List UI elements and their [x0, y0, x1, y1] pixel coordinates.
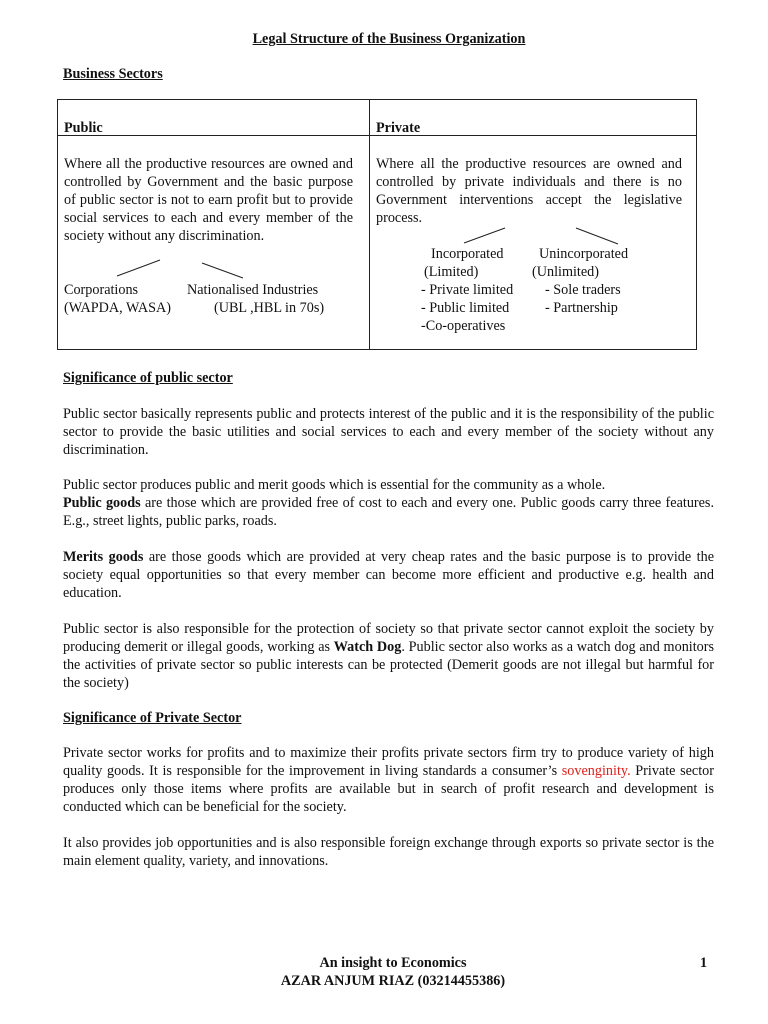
page-title: Legal Structure of the Business Organization — [252, 31, 526, 47]
merit-goods-term: Merits goods — [63, 549, 144, 565]
merit-goods-paragraph — [63, 548, 714, 602]
sectors-table — [57, 99, 697, 350]
sovereignty-word-red: sovenginity. — [561, 763, 631, 779]
significance-public-heading: Significance of public sector — [63, 370, 233, 386]
business-sectors-heading: Business Sectors — [63, 66, 163, 82]
private-paragraph-1 — [63, 744, 714, 816]
private-paragraph-2: It also provides job opportunities and is also responsible foreign exchange through exports so private sector is the main element quality, variety, and innovations. — [63, 835, 714, 869]
private-header-cell — [370, 100, 697, 136]
public-goods-paragraph — [63, 494, 714, 530]
corporations-examples: (WAPDA, WASA) — [64, 300, 171, 316]
private-description: Where all the productive resources are owned and controlled by private individuals and there is no Government interventions accept the legislative process. — [376, 156, 682, 226]
footer-book-title: An insight to Economics — [319, 955, 467, 971]
private-paragraph-1-a: Private sector works for profits and to maximize their profits private sectors firm try to produce variety of high quality goods. It is responsible for the improvement in living standards a consumer’s — [63, 745, 714, 779]
private-paragraph-1-b: Private sector produces only those items where profits are available but in search of profit research and development is conducted which can be beneficial for the society. — [63, 763, 714, 815]
watch-dog-term: Watch Dog — [333, 639, 402, 655]
watch-dog-text-b: . Public sector also works as a watch dog and monitors the activities of private sector so public interests can be protected (Demerit goods are not illegal but harmful for the society) — [63, 639, 715, 691]
unincorporated-item-partnership: - Partnership — [545, 300, 618, 316]
public-paragraph-2: Public sector produces public and merit goods which is essential for the community as a whole. — [63, 477, 606, 493]
watch-dog-text-a: Public sector is also responsible for the protection of society so that private sector cannot exploit the society by producing demerit or illegal goods, working as — [63, 621, 714, 655]
public-paragraph-1: Public sector basically represents public and protects interest of the public and it is the responsibility of the public sector to provide the basic utilities and social services to each and every member of the society without any discrimination. — [63, 406, 714, 458]
incorporated-label: Incorporated — [431, 246, 504, 262]
private-cell — [370, 136, 697, 350]
incorporated-item-private-limited: - Private limited — [421, 282, 514, 298]
corporations-label: Corporations — [64, 282, 139, 298]
public-goods-definition: are those which are provided free of cost to each and every one. Public goods carry three features. E.g., street lights, public parks, roads. — [63, 495, 714, 529]
private-branch-lines — [370, 136, 698, 350]
public-header: Public — [64, 120, 103, 136]
page-number: 1 — [700, 955, 708, 971]
public-cell — [58, 136, 370, 350]
nationalised-industries-label: Nationalised Industries — [187, 282, 319, 298]
incorporated-item-cooperatives: -Co-operatives — [421, 318, 506, 334]
public-goods-term: Public goods — [63, 495, 141, 511]
unlimited-label: (Unlimited) — [532, 264, 599, 280]
unincorporated-label: Unincorporated — [539, 246, 629, 262]
footer-author: AZAR ANJUM RIAZ (03214455386) — [280, 973, 506, 989]
public-description: Where all the productive resources are owned and controlled by Government and the basic purpose of public sector is not to earn profit but to provide social services to each and every member of the society without any discrimination. — [64, 156, 353, 244]
incorporated-item-public-limited: - Public limited — [421, 300, 510, 316]
unincorporated-item-sole-traders: - Sole traders — [545, 282, 621, 298]
public-header-cell — [58, 100, 370, 136]
nationalised-industries-examples: (UBL ,HBL in 70s) — [214, 300, 325, 316]
merit-goods-definition: are those goods which are provided at very cheap rates and the basic purpose is to provide the society equal opportunities so that every member can become more efficient and productive e.g. health and education. — [63, 549, 714, 601]
private-header: Private — [376, 120, 421, 136]
watch-dog-paragraph — [63, 620, 714, 692]
significance-private-heading: Significance of Private Sector — [63, 710, 242, 726]
limited-label: (Limited) — [424, 264, 479, 280]
public-branch-lines — [58, 136, 369, 350]
